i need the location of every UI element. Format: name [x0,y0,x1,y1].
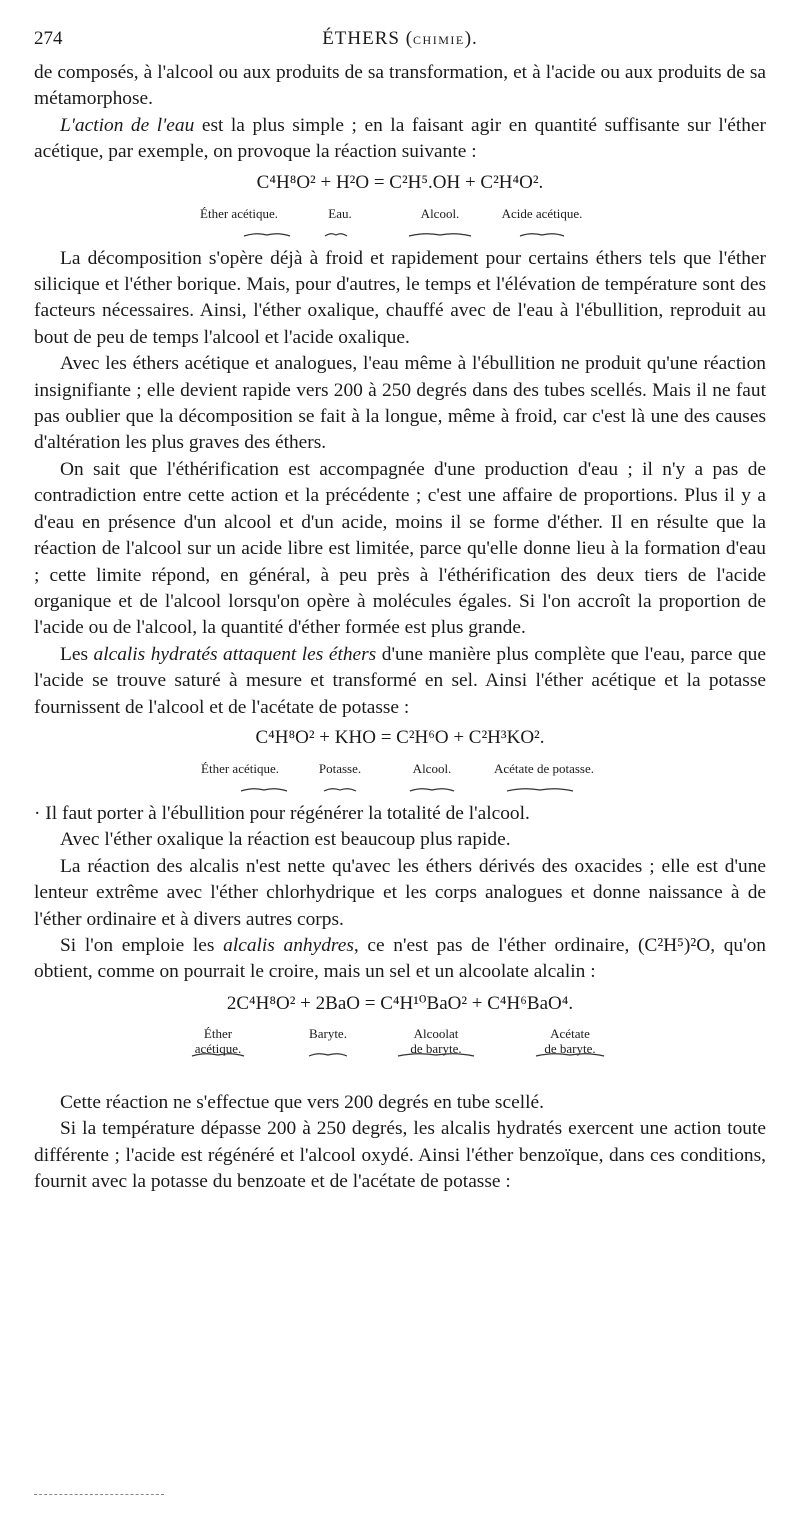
equation-labels [34,761,766,791]
label-alcool: Alcool. [412,760,452,776]
equation-formula: 2C⁴H⁸O² + 2BaO = C⁴H¹⁰BaO² + C⁴H⁶BaO⁴. [226,992,574,1014]
equation-labels [34,206,766,236]
equation-labels [34,1026,766,1056]
equation-ether-potasse [34,727,766,789]
paragraph: Cette réaction ne s'effectue que vers 200 degrés en tube scellé. [60,1091,544,1113]
paragraph: La décomposition s'opère déjà à froid et rapidement pour certains éthers tels que l'éther silicique et l'éther borique. Mais, pour d'autres, le temps et l'élévation de température sont des facteurs nécessaires. Ainsi, l'éther oxalique, chauffé avec de l'eau à l'ébullition, reproduit au bout de peu de temps l'alcool et l'acide oxalique. [34,247,766,348]
label-ether-acetique: Éther acétique. [201,760,279,776]
page-header [34,28,766,60]
brace-mark [239,787,289,793]
brace-mark [518,232,566,238]
label-potasse: Potasse. [318,760,362,776]
document-page [34,28,766,1195]
paragraph: de composés, à l'alcool ou aux produits de sa transformation, et à l'acide ou aux produits de sa métamorphose. [34,62,766,110]
brace-mark [408,787,456,793]
brace-mark [407,232,473,238]
brace-mark [505,787,575,793]
label-alcoolat-de-baryte: Alcoolat de baryte. [410,1025,462,1056]
page-number: 274 [34,28,63,49]
label-acetate-de-potasse: Acétate de potasse. [494,760,594,776]
paragraph: Les alcalis hydratés attaquent les éthers d'une manière plus complète que l'eau, parce que l'acide se trouve saturé à mesure et transformé en sel. Ainsi l'éther acétique et la potasse fournissent de l'alcool et de l'acétate de potasse : [34,643,766,718]
brace-mark [242,232,292,238]
brace-mark [307,1052,349,1058]
paragraph: Avec les éthers acétique et analogues, l'eau même à l'ébullition ne produit qu'une réaction insignifiante ; elle devient rapide vers 200 à 250 degrés dans des tubes scellés. Mais il ne faut pas oublier que la décomposition se fait à la longue, même à froid, car c'est là une des causes d'altération les plus graves des éthers. [34,353,766,454]
equation-formula: C⁴H⁸O² + H²O = C²H⁵.OH + C²H⁴O². [256,171,544,193]
paragraph: Si l'on emploie les alcalis anhydres, ce n'est pas de l'éther ordinaire, (C²H⁵)²O, qu'on obtient, comme on pourrait le croire, mais un sel et un alcoolate alcalin : [34,934,766,983]
paragraph: On sait que l'éthérification est accompagnée d'une production d'eau ; il n'y a pas de contradiction entre cette action et la précédente ; c'est une affaire de proportions. Plus il y a d'eau en présence d'un alcool et d'un acide, moins il se forme d'éther. Il en résulte que la réaction de l'alcool sur un acide libre est limitée, parce qu'elle donne lieu à la formation d'eau ; cette limite répond, en général, à peu près à l'éthérification des deux tiers de l'acide organique et de l'alcool lorsqu'on opère à molécules égales. Si l'on accroît la proportion de l'acide ou de l'alcool, la quantité d'éther formée est plus grande. [34,458,766,639]
label-acetate-de-baryte: Acétate de baryte. [544,1025,596,1056]
paragraph: L'action de l'eau est la plus simple ; en la faisant agir en quantité suffisante sur l'éther acétique, par exemple, on provoque la réaction suivante : [34,114,766,163]
paragraph: Avec l'éther oxalique la réaction est beaucoup plus rapide. [60,829,511,851]
footer-rule [34,1494,164,1495]
label-acide-acetique: Acide acétique. [501,205,583,221]
brace-mark [323,232,349,238]
paragraph: La réaction des alcalis n'est nette qu'avec les éthers dérivés des oxacides ; elle est d'une lenteur extrême avec l'éther chlorhydrique et les corps analogues et donne naissance à de l'éther ordinaire et à divers autres corps. [34,855,766,930]
brace-mark [322,787,358,793]
running-title: ÉTHERS (CHIMIE). [322,28,478,49]
label-alcool: Alcool. [420,205,460,221]
equation-formula: C⁴H⁸O² + KHO = C²H⁶O + C²H³KO². [255,726,545,748]
label-eau: Eau. [328,205,352,221]
label-ether-acetique: Éther acétique. [194,1025,242,1056]
paragraph: · Il faut porter à l'ébullition pour régénérer la totalité de l'alcool. [34,802,530,824]
equation-ether-baryte [34,992,766,1074]
label-ether-acetique: Éther acétique. [200,205,278,221]
label-baryte: Baryte. [309,1025,347,1041]
equation-ether-water [34,172,766,234]
paragraph: Si la température dépasse 200 à 250 degrés, les alcalis hydratés exercent une action toute différente ; l'acide est régénéré et l'alcool oxydé. Ainsi l'éther benzoïque, dans ces conditions, fournit avec la potasse du benzoate et de l'acétate de potasse : [34,1118,766,1192]
